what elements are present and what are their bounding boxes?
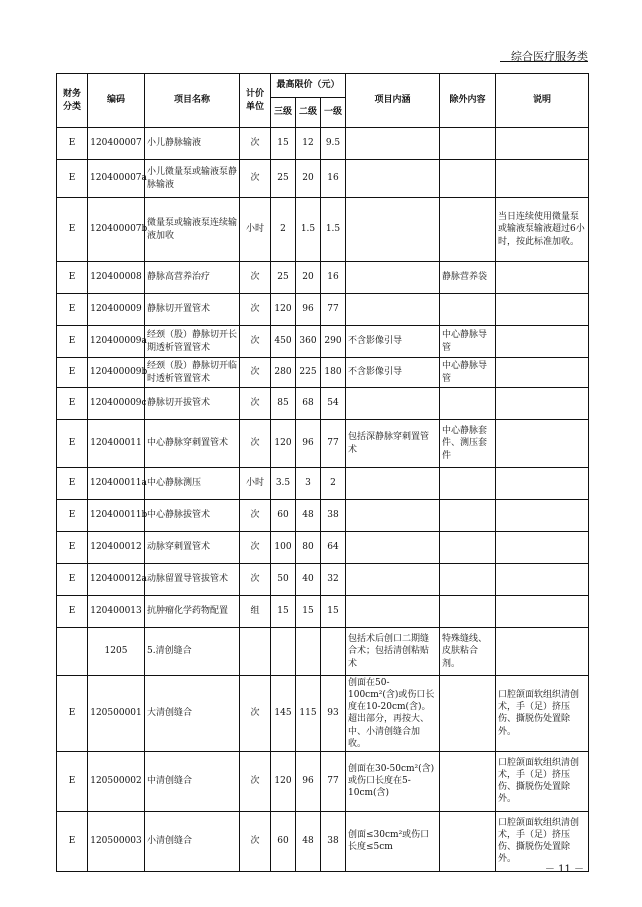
header-exclusion: 除外内容 [440, 74, 496, 128]
row-exclusion [440, 388, 496, 420]
row-note [496, 294, 589, 326]
row-unit [240, 628, 271, 676]
row-content: 创面在30-50cm²(含)或伤口长度在5-10cm(含) [346, 751, 440, 811]
row-category: E [57, 676, 88, 752]
row-price-level2: 225 [296, 358, 321, 388]
row-category: E [57, 596, 88, 628]
row-price-level1: 9.5 [321, 128, 346, 160]
row-content [346, 596, 440, 628]
row-name: 中清创缝合 [145, 751, 240, 811]
row-content: 包括术后创口二期缝合术；包括清创粘贴术 [346, 628, 440, 676]
table-row [57, 751, 589, 811]
row-exclusion [440, 500, 496, 532]
row-category: E [57, 160, 88, 198]
row-content [346, 294, 440, 326]
row-category: E [57, 751, 88, 811]
header-rule [500, 61, 588, 62]
row-unit: 次 [240, 358, 271, 388]
row-code: 120400012a [88, 564, 145, 596]
row-price-level3: 25 [271, 262, 296, 294]
row-content [346, 198, 440, 262]
header-level1: 一级 [321, 98, 346, 128]
row-exclusion [440, 128, 496, 160]
row-price-level3: 100 [271, 532, 296, 564]
row-exclusion [440, 160, 496, 198]
row-price-level1: 16 [321, 262, 346, 294]
row-price-level1: 38 [321, 811, 346, 871]
row-category: E [57, 500, 88, 532]
row-code: 120400011 [88, 420, 145, 468]
row-note [496, 420, 589, 468]
row-name: 静脉切开置管术 [145, 294, 240, 326]
row-content [346, 500, 440, 532]
row-category: E [57, 532, 88, 564]
row-name: 动脉留置导管拔管术 [145, 564, 240, 596]
row-code: 120400009 [88, 294, 145, 326]
row-price-level2: 48 [296, 500, 321, 532]
header-name: 项目名称 [145, 74, 240, 128]
row-exclusion [440, 468, 496, 500]
table-body [57, 128, 589, 872]
row-code: 120400009a [88, 326, 145, 358]
row-category: E [57, 388, 88, 420]
row-price-level3: 85 [271, 388, 296, 420]
row-code: 120400009c [88, 388, 145, 420]
row-price-level2: 360 [296, 326, 321, 358]
row-price-level3 [271, 628, 296, 676]
row-name: 经颈（股）静脉切开长期透析管置管术 [145, 326, 240, 358]
row-exclusion [440, 811, 496, 871]
row-price-level2: 80 [296, 532, 321, 564]
table-row [57, 676, 589, 752]
row-exclusion [440, 532, 496, 564]
row-price-level1: 32 [321, 564, 346, 596]
table-row [57, 420, 589, 468]
row-price-level1: 2 [321, 468, 346, 500]
row-content: 创面≤30cm²或伤口长度≤5cm [346, 811, 440, 871]
row-name: 5.清创缝合 [145, 628, 240, 676]
row-exclusion: 中心静脉导管 [440, 358, 496, 388]
row-code: 120400013 [88, 596, 145, 628]
row-note [496, 564, 589, 596]
row-price-level1: 77 [321, 420, 346, 468]
row-unit: 次 [240, 751, 271, 811]
row-price-level2: 15 [296, 596, 321, 628]
row-name: 经颈（股）静脉切开临时透析管置管术 [145, 358, 240, 388]
row-note: 口腔颌面软组织清创术，手（足）挤压伤、撕脱伤处置除外。 [496, 751, 589, 811]
row-content: 创面在50-100cm²(含)或伤口长度在10-20cm(含)。超出部分，再按大、中、小清创缝合加收。 [346, 676, 440, 752]
row-note [496, 468, 589, 500]
row-exclusion [440, 294, 496, 326]
row-price-level2 [296, 628, 321, 676]
row-category: E [57, 420, 88, 468]
row-price-level1: 93 [321, 676, 346, 752]
row-price-level1 [321, 628, 346, 676]
table-row [57, 596, 589, 628]
row-exclusion: 特殊缝线、皮肤粘合剂。 [440, 628, 496, 676]
row-unit: 次 [240, 676, 271, 752]
header-category: 财务分类 [57, 74, 88, 128]
row-name: 静脉切开拔管术 [145, 388, 240, 420]
row-price-level3: 50 [271, 564, 296, 596]
row-category: E [57, 326, 88, 358]
row-price-level1: 290 [321, 326, 346, 358]
table-row [57, 198, 589, 262]
row-code: 120500002 [88, 751, 145, 811]
row-category: E [57, 358, 88, 388]
row-exclusion: 静脉营养袋 [440, 262, 496, 294]
row-name: 大清创缝合 [145, 676, 240, 752]
table-row [57, 500, 589, 532]
row-price-level2: 20 [296, 160, 321, 198]
row-price-level3: 60 [271, 811, 296, 871]
table-row [57, 628, 589, 676]
row-name: 小清创缝合 [145, 811, 240, 871]
row-code: 120400011a [88, 468, 145, 500]
row-code: 120400012 [88, 532, 145, 564]
row-price-level3: 120 [271, 294, 296, 326]
row-unit: 次 [240, 532, 271, 564]
row-code: 120400009b [88, 358, 145, 388]
row-note [496, 596, 589, 628]
row-name: 小儿微量泵或输液泵静脉输液 [145, 160, 240, 198]
row-price-level2: 20 [296, 262, 321, 294]
row-price-level1: 16 [321, 160, 346, 198]
row-price-level1: 77 [321, 751, 346, 811]
row-code: 120500001 [88, 676, 145, 752]
row-note [496, 326, 589, 358]
row-price-level3: 280 [271, 358, 296, 388]
header-label: 综合医疗服务类 [511, 50, 588, 63]
row-unit: 次 [240, 128, 271, 160]
row-content [346, 468, 440, 500]
row-price-level3: 25 [271, 160, 296, 198]
row-price-level1: 1.5 [321, 198, 346, 262]
row-price-level1: 64 [321, 532, 346, 564]
row-code: 120400007a [88, 160, 145, 198]
row-content [346, 388, 440, 420]
row-unit: 小时 [240, 198, 271, 262]
row-exclusion [440, 198, 496, 262]
row-price-level1: 38 [321, 500, 346, 532]
row-price-level2: 40 [296, 564, 321, 596]
row-unit: 次 [240, 160, 271, 198]
row-name: 中心静脉测压 [145, 468, 240, 500]
row-content: 不含影像引导 [346, 358, 440, 388]
header-content: 项目内涵 [346, 74, 440, 128]
row-unit: 次 [240, 262, 271, 294]
row-unit: 次 [240, 564, 271, 596]
row-code: 120400011b [88, 500, 145, 532]
header-level2: 二级 [296, 98, 321, 128]
row-price-level1: 54 [321, 388, 346, 420]
row-exclusion: 中心静脉导管 [440, 326, 496, 358]
row-content: 不含影像引导 [346, 326, 440, 358]
row-price-level2: 96 [296, 420, 321, 468]
table-row [57, 326, 589, 358]
row-note: 口腔颌面软组织清创术，手（足）挤压伤、撕脱伤处置除外。 [496, 676, 589, 752]
row-code: 1205 [88, 628, 145, 676]
row-category [57, 628, 88, 676]
row-name: 抗肿瘤化学药物配置 [145, 596, 240, 628]
table-row [57, 128, 589, 160]
row-price-level1: 180 [321, 358, 346, 388]
row-name: 静脉高营养治疗 [145, 262, 240, 294]
row-unit: 次 [240, 294, 271, 326]
header-unit: 计价单位 [240, 74, 271, 128]
row-price-level3: 145 [271, 676, 296, 752]
row-note [496, 628, 589, 676]
table-header [57, 74, 589, 128]
row-price-level3: 120 [271, 751, 296, 811]
row-note [496, 532, 589, 564]
row-note: 口腔颌面软组织清创术，手（足）挤压伤、撕脱伤处置除外。 [496, 811, 589, 871]
row-category: E [57, 198, 88, 262]
table-row [57, 262, 589, 294]
row-unit: 次 [240, 420, 271, 468]
row-unit: 次 [240, 388, 271, 420]
row-content [346, 128, 440, 160]
row-note [496, 128, 589, 160]
row-price-level3: 15 [271, 596, 296, 628]
row-unit: 次 [240, 500, 271, 532]
row-note: 当日连续使用微量泵或输液泵输液超过6小时，按此标准加收。 [496, 198, 589, 262]
row-price-level2: 115 [296, 676, 321, 752]
row-price-level1: 15 [321, 596, 346, 628]
row-code: 120400008 [88, 262, 145, 294]
row-category: E [57, 128, 88, 160]
row-unit: 组 [240, 596, 271, 628]
header-note: 说明 [496, 74, 589, 128]
price-table [56, 73, 589, 872]
row-exclusion [440, 751, 496, 811]
row-price-level2: 12 [296, 128, 321, 160]
table-row [57, 388, 589, 420]
row-name: 微量泵或输液泵连续输液加收 [145, 198, 240, 262]
row-exclusion [440, 596, 496, 628]
row-name: 动脉穿刺置管术 [145, 532, 240, 564]
header-price-group: 最高限价（元） [271, 74, 346, 98]
row-content: 包括深静脉穿刺置管术 [346, 420, 440, 468]
row-price-level3: 2 [271, 198, 296, 262]
row-unit: 小时 [240, 468, 271, 500]
table-row [57, 532, 589, 564]
table-row [57, 564, 589, 596]
row-price-level3: 120 [271, 420, 296, 468]
row-price-level3: 60 [271, 500, 296, 532]
row-content [346, 262, 440, 294]
row-note [496, 500, 589, 532]
row-unit: 次 [240, 326, 271, 358]
row-note [496, 388, 589, 420]
row-price-level2: 68 [296, 388, 321, 420]
row-category: E [57, 294, 88, 326]
row-price-level2: 48 [296, 811, 321, 871]
row-code: 120400007b [88, 198, 145, 262]
row-note [496, 262, 589, 294]
row-price-level3: 450 [271, 326, 296, 358]
row-content [346, 160, 440, 198]
row-category: E [57, 564, 88, 596]
row-price-level3: 3.5 [271, 468, 296, 500]
header-level3: 三级 [271, 98, 296, 128]
row-name: 小儿静脉输液 [145, 128, 240, 160]
row-price-level1: 77 [321, 294, 346, 326]
row-note [496, 358, 589, 388]
row-exclusion [440, 676, 496, 752]
row-price-level3: 15 [271, 128, 296, 160]
row-price-level2: 3 [296, 468, 321, 500]
table-row [57, 294, 589, 326]
table-row [57, 811, 589, 871]
table-row [57, 358, 589, 388]
row-price-level2: 96 [296, 751, 321, 811]
row-category: E [57, 468, 88, 500]
row-category: E [57, 262, 88, 294]
table-row [57, 160, 589, 198]
row-unit: 次 [240, 811, 271, 871]
row-exclusion [440, 564, 496, 596]
row-category: E [57, 811, 88, 871]
row-content [346, 564, 440, 596]
row-exclusion: 中心静脉套件、测压套件 [440, 420, 496, 468]
row-content [346, 532, 440, 564]
table-row [57, 468, 589, 500]
row-name: 中心静脉拔管术 [145, 500, 240, 532]
row-price-level2: 1.5 [296, 198, 321, 262]
row-name: 中心静脉穿刺置管术 [145, 420, 240, 468]
row-price-level2: 96 [296, 294, 321, 326]
header-code: 编码 [88, 74, 145, 128]
row-code: 120500003 [88, 811, 145, 871]
row-code: 120400007 [88, 128, 145, 160]
page-number: － 11 － [544, 864, 584, 875]
row-note [496, 160, 589, 198]
